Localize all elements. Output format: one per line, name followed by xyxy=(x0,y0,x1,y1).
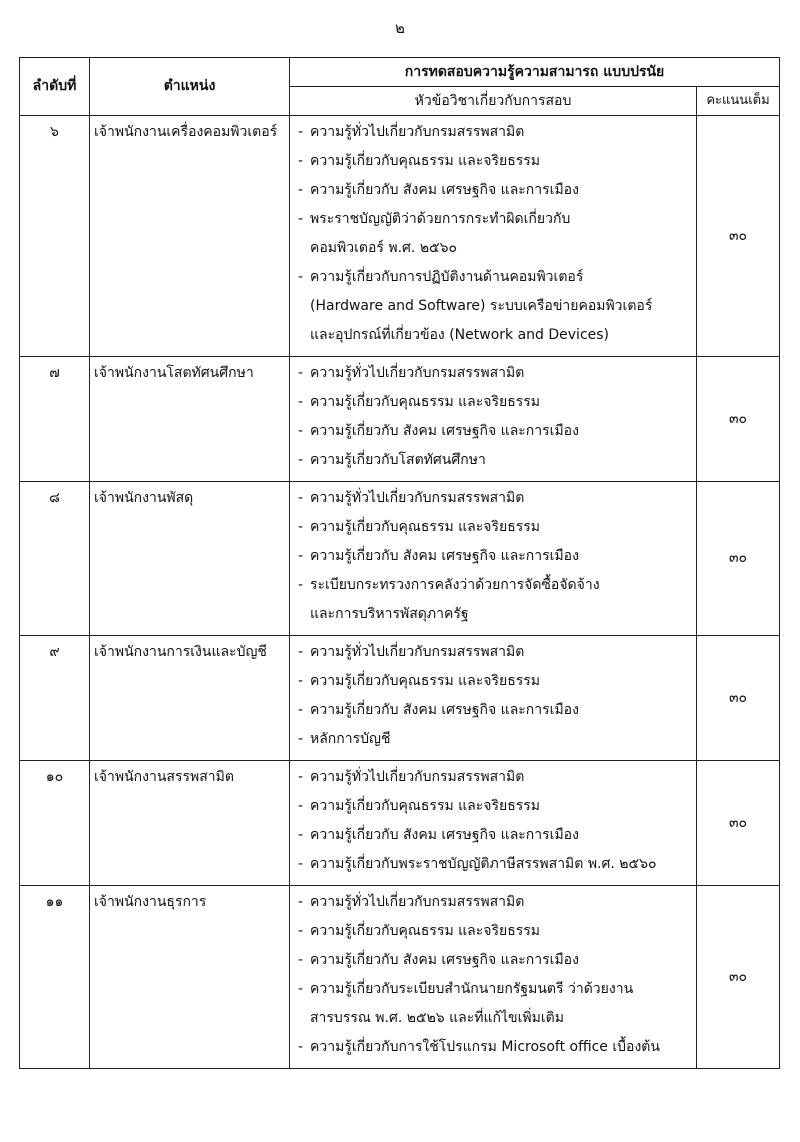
topic-line: ความรู้เกี่ยวกับพระราชบัญญัติภาษีสรรพสามิต พ.ศ. ๒๕๖๐ xyxy=(310,856,657,872)
table-body xyxy=(20,116,780,1069)
full-score: ๓๐ xyxy=(697,482,780,636)
topics-cell xyxy=(290,357,697,482)
topic-item xyxy=(298,176,692,205)
topic-line: ความรู้เกี่ยวกับการใช้โปรแกรม Microsoft office เบื้องต้น xyxy=(310,1039,660,1055)
topic-text xyxy=(310,542,692,571)
topic-line: ความรู้เกี่ยวกับ สังคม เศรษฐกิจ และการเมือง xyxy=(310,548,579,564)
full-score: ๓๐ xyxy=(697,636,780,761)
position-title: เจ้าพนักงานสรรพสามิต xyxy=(90,761,290,886)
topic-item xyxy=(298,1033,692,1062)
topic-line: ความรู้ทั่วไปเกี่ยวกับกรมสรรพสามิต xyxy=(310,490,525,506)
position-title: เจ้าพนักงานโสตทัศนศึกษา xyxy=(90,357,290,482)
bullet-dash: - xyxy=(298,182,304,198)
topic-text xyxy=(310,696,692,725)
page-number: ๒ xyxy=(395,19,405,37)
table-row xyxy=(20,761,780,886)
header-topics: หัวข้อวิชาเกี่ยวกับการสอบ xyxy=(290,87,697,116)
topic-text xyxy=(310,484,692,513)
topics-cell xyxy=(290,886,697,1069)
table-row xyxy=(20,482,780,636)
table-row xyxy=(20,357,780,482)
row-number: ๘ xyxy=(20,482,90,636)
topic-text xyxy=(310,263,692,350)
bullet-dash: - xyxy=(298,490,304,506)
bullet-dash: - xyxy=(298,923,304,939)
bullet-dash: - xyxy=(298,702,304,718)
position-title: เจ้าพนักงานการเงินและบัญชี xyxy=(90,636,290,761)
topic-item xyxy=(298,821,692,850)
topic-item xyxy=(298,513,692,542)
full-score: ๓๐ xyxy=(697,886,780,1069)
topic-line: ความรู้เกี่ยวกับคุณธรรม และจริยธรรม xyxy=(310,519,541,535)
topic-item xyxy=(298,946,692,975)
bullet-dash: - xyxy=(298,153,304,169)
topic-line: ความรู้เกี่ยวกับคุณธรรม และจริยธรรม xyxy=(310,798,541,814)
table-row xyxy=(20,886,780,1069)
bullet-dash: - xyxy=(298,731,304,747)
topic-text xyxy=(310,792,692,821)
topic-line: และการบริหารพัสดุภาครัฐ xyxy=(310,606,469,622)
bullet-dash: - xyxy=(298,644,304,660)
exam-subjects-table xyxy=(19,57,780,1069)
bullet-dash: - xyxy=(298,856,304,872)
topic-text xyxy=(310,571,692,629)
bullet-dash: - xyxy=(298,519,304,535)
topics-cell xyxy=(290,761,697,886)
bullet-dash: - xyxy=(298,769,304,785)
topic-line: ความรู้เกี่ยวกับ สังคม เศรษฐกิจ และการเมือง xyxy=(310,702,579,718)
topic-item xyxy=(298,205,692,263)
topic-line: ความรู้เกี่ยวกับคุณธรรม และจริยธรรม xyxy=(310,394,541,410)
topic-line: ความรู้เกี่ยวกับ สังคม เศรษฐกิจ และการเมือง xyxy=(310,423,579,439)
topic-text xyxy=(310,917,692,946)
topic-text xyxy=(310,946,692,975)
topic-text xyxy=(310,417,692,446)
topics-cell xyxy=(290,116,697,357)
topic-item xyxy=(298,571,692,629)
topic-line: สารบรรณ พ.ศ. ๒๕๒๖ และที่แก้ไขเพิ่มเติม xyxy=(310,1010,564,1026)
topic-line: ความรู้ทั่วไปเกี่ยวกับกรมสรรพสามิต xyxy=(310,644,525,660)
topic-text xyxy=(310,1033,692,1062)
topic-line: ความรู้เกี่ยวกับคุณธรรม และจริยธรรม xyxy=(310,673,541,689)
topic-text xyxy=(310,359,692,388)
topic-line: ความรู้ทั่วไปเกี่ยวกับกรมสรรพสามิต xyxy=(310,894,525,910)
topic-text xyxy=(310,725,692,754)
topic-line: ความรู้เกี่ยวกับคุณธรรม และจริยธรรม xyxy=(310,923,541,939)
topic-item xyxy=(298,792,692,821)
topic-line: ความรู้เกี่ยวกับ สังคม เศรษฐกิจ และการเมือง xyxy=(310,182,579,198)
row-number: ๑๐ xyxy=(20,761,90,886)
header-no: ลำดับที่ xyxy=(20,58,90,116)
bullet-dash: - xyxy=(298,673,304,689)
topic-item xyxy=(298,484,692,513)
topic-item xyxy=(298,118,692,147)
row-number: ๑๑ xyxy=(20,886,90,1069)
topic-text xyxy=(310,850,692,879)
topics-cell xyxy=(290,482,697,636)
full-score: ๓๐ xyxy=(697,357,780,482)
topic-line: ความรู้เกี่ยวกับการปฏิบัติงานด้านคอมพิวเตอร์ xyxy=(310,269,584,285)
bullet-dash: - xyxy=(298,394,304,410)
header-test-group: การทดสอบความรู้ความสามารถ แบบปรนัย xyxy=(290,58,780,87)
topic-line: และอุปกรณ์ที่เกี่ยวข้อง (Network and Devices) xyxy=(310,327,610,343)
topics-cell xyxy=(290,636,697,761)
topic-line: พระราชบัญญัติว่าด้วยการกระทำผิดเกี่ยวกับ xyxy=(310,211,571,227)
topic-text xyxy=(310,763,692,792)
full-score: ๓๐ xyxy=(697,116,780,357)
topic-line: ความรู้ทั่วไปเกี่ยวกับกรมสรรพสามิต xyxy=(310,124,525,140)
topic-item xyxy=(298,359,692,388)
bullet-dash: - xyxy=(298,452,304,468)
topic-text xyxy=(310,176,692,205)
row-number: ๙ xyxy=(20,636,90,761)
topic-line: คอมพิวเตอร์ พ.ศ. ๒๕๖๐ xyxy=(310,240,458,256)
topic-item xyxy=(298,725,692,754)
bullet-dash: - xyxy=(298,365,304,381)
topic-item xyxy=(298,850,692,879)
topic-line: ความรู้เกี่ยวกับระเบียบสำนักนายกรัฐมนตรี ว่าด้วยงาน xyxy=(310,981,634,997)
topic-line: ความรู้เกี่ยวกับโสตทัศนศึกษา xyxy=(310,452,486,468)
position-title: เจ้าพนักงานพัสดุ xyxy=(90,482,290,636)
row-number: ๖ xyxy=(20,116,90,357)
topic-item xyxy=(298,542,692,571)
topic-text xyxy=(310,388,692,417)
topic-line: ความรู้เกี่ยวกับ สังคม เศรษฐกิจ และการเมือง xyxy=(310,827,579,843)
position-title: เจ้าพนักงานธุรการ xyxy=(90,886,290,1069)
bullet-dash: - xyxy=(298,894,304,910)
bullet-dash: - xyxy=(298,124,304,140)
bullet-dash: - xyxy=(298,423,304,439)
header-score: คะแนนเต็ม xyxy=(697,87,780,116)
topic-text xyxy=(310,205,692,263)
topic-item xyxy=(298,417,692,446)
topic-line: (Hardware and Software) ระบบเครือข่ายคอมพิวเตอร์ xyxy=(310,298,653,314)
topic-item xyxy=(298,888,692,917)
topic-item xyxy=(298,763,692,792)
topic-item xyxy=(298,696,692,725)
topic-text xyxy=(310,888,692,917)
topic-text xyxy=(310,513,692,542)
topic-item xyxy=(298,667,692,696)
bullet-dash: - xyxy=(298,1039,304,1055)
table-row xyxy=(20,636,780,761)
bullet-dash: - xyxy=(298,211,304,227)
bullet-dash: - xyxy=(298,827,304,843)
bullet-dash: - xyxy=(298,952,304,968)
table-row xyxy=(20,116,780,357)
topic-line: ระเบียบกระทรวงการคลังว่าด้วยการจัดซื้อจัดจ้าง xyxy=(310,577,600,593)
row-number: ๗ xyxy=(20,357,90,482)
topic-text xyxy=(310,118,692,147)
topic-text xyxy=(310,667,692,696)
header-row xyxy=(20,58,780,87)
bullet-dash: - xyxy=(298,269,304,285)
bullet-dash: - xyxy=(298,798,304,814)
bullet-dash: - xyxy=(298,577,304,593)
full-score: ๓๐ xyxy=(697,761,780,886)
topic-line: ความรู้ทั่วไปเกี่ยวกับกรมสรรพสามิต xyxy=(310,365,525,381)
topic-text xyxy=(310,147,692,176)
position-title: เจ้าพนักงานเครื่องคอมพิวเตอร์ xyxy=(90,116,290,357)
topic-text xyxy=(310,975,692,1033)
topic-item xyxy=(298,638,692,667)
topic-line: ความรู้เกี่ยวกับ สังคม เศรษฐกิจ และการเมือง xyxy=(310,952,579,968)
bullet-dash: - xyxy=(298,981,304,997)
topic-item xyxy=(298,388,692,417)
topic-item xyxy=(298,263,692,350)
topic-line: ความรู้ทั่วไปเกี่ยวกับกรมสรรพสามิต xyxy=(310,769,525,785)
topic-text xyxy=(310,821,692,850)
topic-item xyxy=(298,917,692,946)
topic-item xyxy=(298,975,692,1033)
header-position: ตำแหน่ง xyxy=(90,58,290,116)
topic-item xyxy=(298,446,692,475)
topic-text xyxy=(310,638,692,667)
topic-line: หลักการบัญชี xyxy=(310,731,391,747)
topic-text xyxy=(310,446,692,475)
topic-line: ความรู้เกี่ยวกับคุณธรรม และจริยธรรม xyxy=(310,153,541,169)
bullet-dash: - xyxy=(298,548,304,564)
topic-item xyxy=(298,147,692,176)
